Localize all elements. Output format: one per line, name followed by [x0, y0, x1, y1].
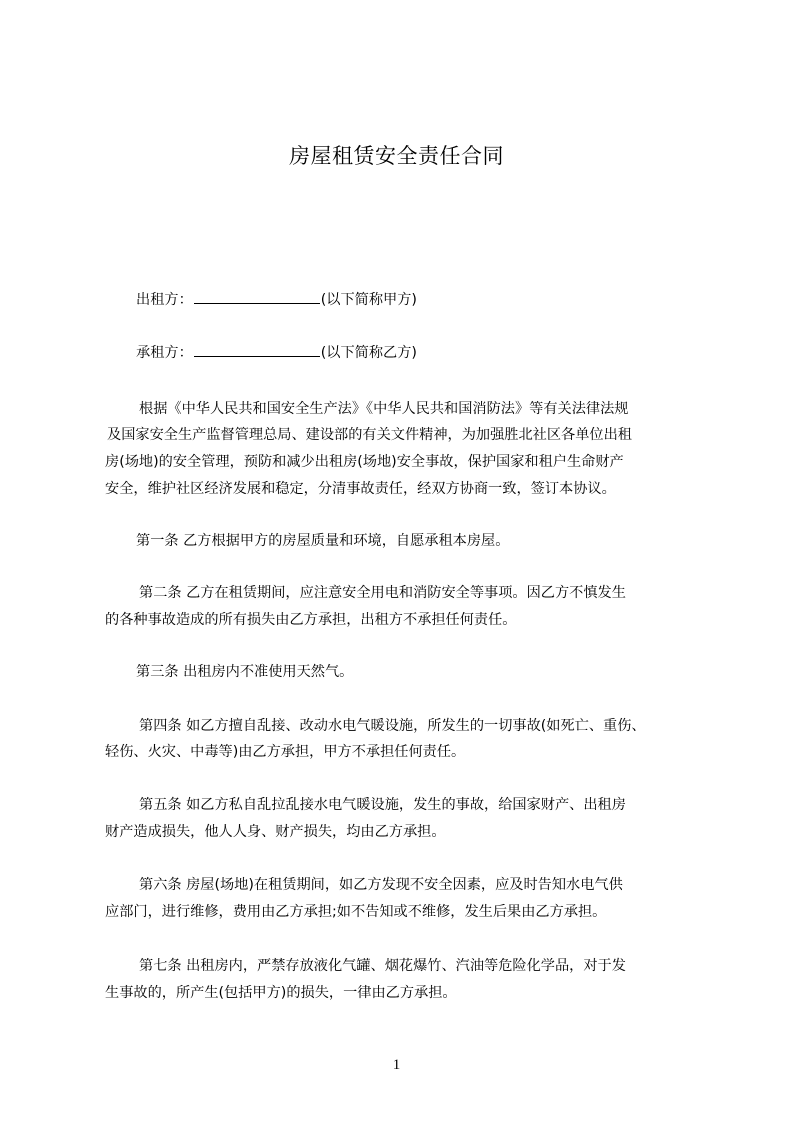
- lessor-suffix: (以下简称甲方): [320, 292, 417, 308]
- preamble-line: 及国家安全生产监督管理总局、建设部的有关文件精神，为加强胜北社区各单位出租: [107, 427, 632, 443]
- article-line: 第一条 乙方根据甲方的房屋质量和环境，自愿承租本房屋。: [136, 533, 510, 549]
- lessee-suffix: (以下简称乙方): [320, 345, 417, 361]
- article-line: 第六条 房屋(场地)在租赁期间，如乙方发现不安全因素，应及时告知水电气供: [139, 877, 623, 893]
- article-line: 第三条 出租房内不准使用天然气。: [136, 664, 354, 680]
- page-number: 1: [392, 1057, 401, 1073]
- article-line: 第四条 如乙方擅自乱接、改动水电气暖设施，所发生的一切事故(如死亡、重伤、: [139, 718, 646, 734]
- lessee-blank: [194, 342, 320, 357]
- lessee-label: 承租方：: [136, 345, 193, 361]
- preamble-line: 安全，维护社区经济发展和稳定，分清事故责任，经双方协商一致，签订本协议。: [105, 481, 616, 497]
- lessor-blank: [194, 289, 320, 304]
- article-line: 轻伤、火灾、中毒等)由乙方承担，甲方不承担任何责任。: [105, 744, 466, 760]
- lessor-label: 出租方：: [136, 292, 193, 308]
- lessee-line: [136, 342, 746, 364]
- preamble-line: 根据《中华人民共和国安全生产法》《中华人民共和国消防法》等有关法律法规: [139, 401, 629, 417]
- article-line: 财产造成损失，他人人身、财产损失，均由乙方承担。: [105, 824, 446, 840]
- article-line: 第二条 乙方在租赁期间，应注意安全用电和消防安全等事项。因乙方不慎发生: [139, 585, 626, 601]
- article-line: 的各种事故造成的所有损失由乙方承担，出租方不承担任何责任。: [105, 612, 517, 628]
- document-title: 房屋租赁安全责任合同: [289, 144, 504, 168]
- article-line: 生事故的，所产生(包括甲方)的损失，一律由乙方承担。: [105, 985, 457, 1001]
- article-line: 第五条 如乙方私自乱拉乱接水电气暖设施，发生的事故，给国家财产、出租房: [139, 797, 626, 813]
- preamble-line: 房(场地)的安全管理，预防和减少出租房(场地)安全事故，保护国家和租户生命财产: [105, 454, 624, 470]
- article-line: 第七条 出租房内，严禁存放液化气罐、烟花爆竹、汽油等危险化学品，对于发: [139, 958, 626, 974]
- lessor-line: [136, 289, 746, 311]
- article-line: 应部门，进行维修，费用由乙方承担;如不告知或不维修，发生后果由乙方承担。: [105, 904, 607, 920]
